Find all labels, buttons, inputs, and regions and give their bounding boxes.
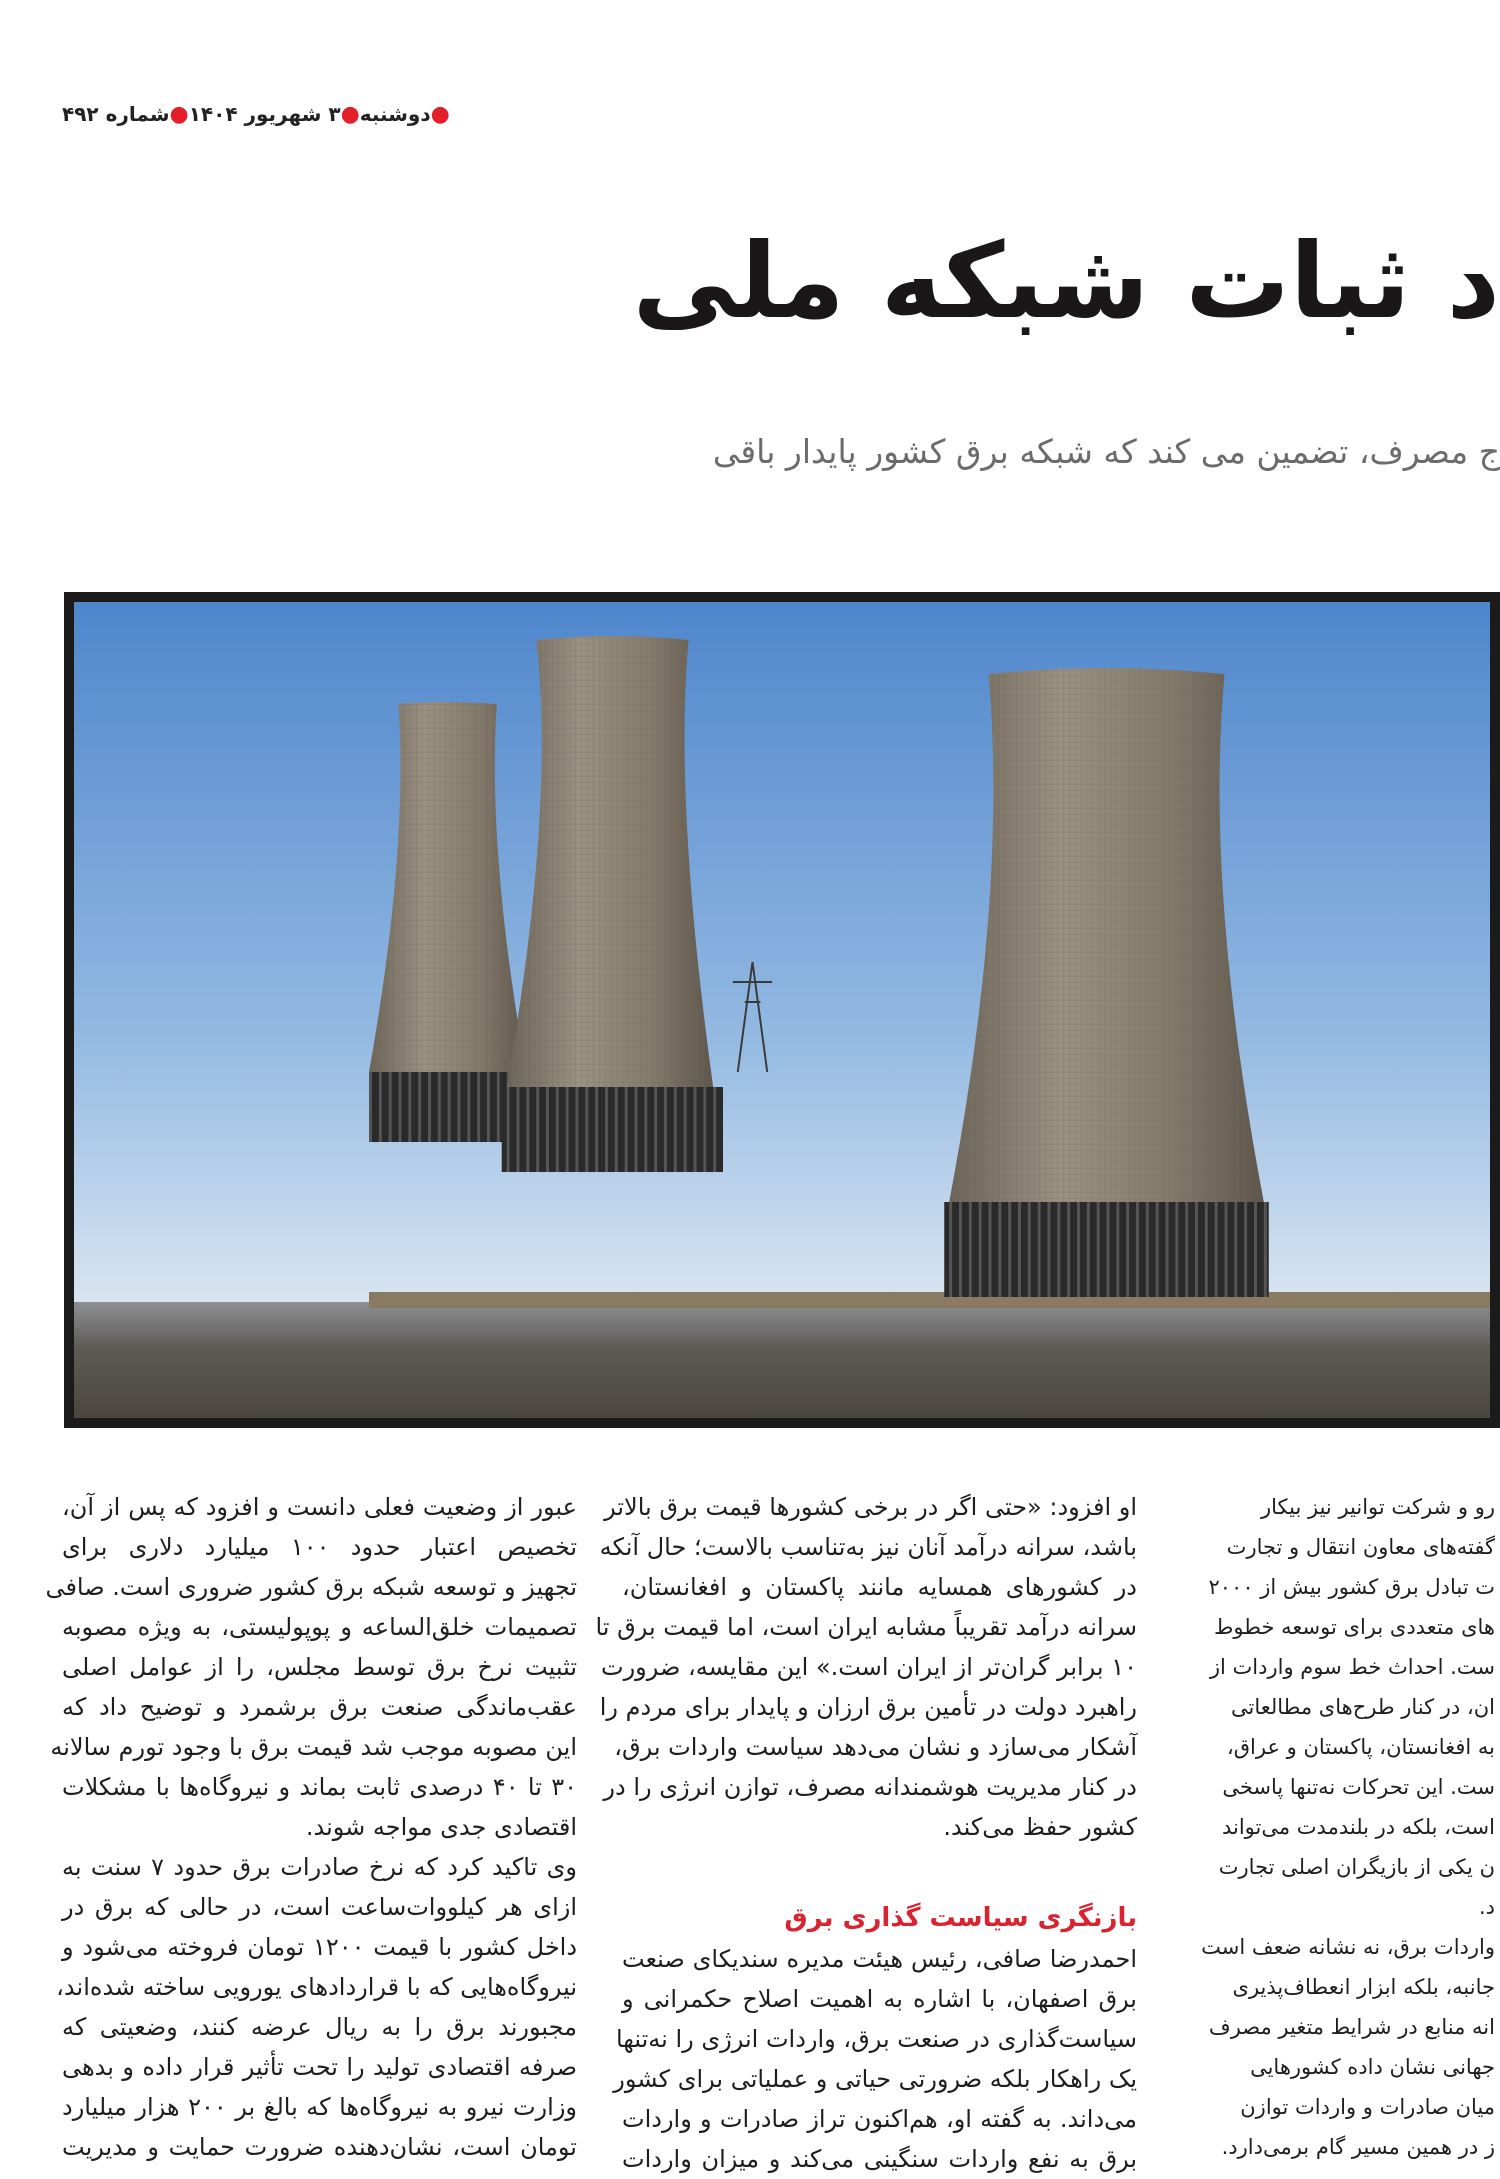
text-line: نیروگاه‌هایی که با قراردادهای یورویی ساخته شده‌اند، xyxy=(56,1973,577,2001)
text-line: برق به نفع واردات سنگینی می‌کند و میزان واردات xyxy=(622,2145,1137,2173)
text-line: ت تبادل برق کشور بیش از ۲۰۰۰ xyxy=(1208,1575,1495,1599)
issue-number: شماره ۴۹۲ xyxy=(62,102,170,126)
text-line: ست. احداث خط سوم واردات از xyxy=(1209,1655,1495,1679)
text-line: انه منابع در شرایط متغیر مصرف xyxy=(1208,2015,1495,2039)
text-line: تخصیص اعتبار حدود ۱۰۰ میلیارد دلاری برای xyxy=(62,1533,577,1561)
bullet-icon: ● xyxy=(430,102,450,127)
text-line: د. xyxy=(1478,1895,1495,1919)
section-heading: بازنگری سیاست گذاری برق xyxy=(784,1903,1137,1933)
text-line: جانبه، بلکه ابزار انعطاف‌پذیری xyxy=(1232,1975,1495,1999)
text-line: ست. این تحرکات نه‌تنها پاسخی xyxy=(1222,1775,1495,1799)
text-line: ن یکی از بازیگران اصلی تجارت xyxy=(1218,1855,1495,1879)
text-line: راهبرد دولت در تأمین برق ارزان و پایدار برای مردم را xyxy=(599,1693,1137,1721)
text-line: عقب‌ماندگی صنعت برق برشمرد و توضیح داد که xyxy=(62,1693,577,1721)
text-line: تجهیز و توسعه شبکه برق کشور ضروری است. صافی xyxy=(45,1573,577,1601)
text-line: آشکار می‌سازد و نشان می‌دهد سیاست واردات برق، xyxy=(614,1733,1137,1761)
text-line: رو و شرکت توانیر نیز بیکار xyxy=(1261,1495,1495,1519)
text-line: در کنار مدیریت هوشمندانه مصرف، توازن انرژی را در xyxy=(603,1773,1137,1801)
text-line: سیاست‌گذاری در صنعت برق، واردات انرژی را نه‌تنها xyxy=(615,2025,1137,2053)
text-line: او افزود: «حتی اگر در برخی کشورها قیمت برق بالاتر xyxy=(604,1493,1137,1521)
issue-day: دوشنبه xyxy=(359,102,431,126)
text-line: ۱۰ برابر گران‌تر از ایران است.» این مقایسه، ضرورت xyxy=(600,1653,1137,1681)
issue-header xyxy=(62,102,450,127)
article-column-left xyxy=(45,1487,578,2167)
text-line: برق اصفهان، با اشاره به اهمیت اصلاح حکمرانی و xyxy=(622,1985,1137,2013)
text-line: کشور حفظ می‌کند. xyxy=(943,1813,1137,1841)
text-line: به افغانستان، پاکستان و عراق، xyxy=(1226,1735,1495,1759)
text-line: های متعددی برای توسعه خطوط xyxy=(1214,1615,1495,1639)
text-line: عبور از وضعیت فعلی دانست و افزود که پس از آن، xyxy=(62,1493,577,1521)
text-line: ان، در کنار طرح‌های مطالعاتی xyxy=(1230,1695,1495,1719)
text-line: گفته‌های معاون انتقال و تجارت xyxy=(1226,1535,1495,1559)
issue-date: ۳ شهریور ۱۴۰۴ xyxy=(188,102,341,126)
text-line: در کشورهای همسایه مانند پاکستان و افغانستان، xyxy=(622,1573,1137,1601)
text-line: می‌داند. به گفته او، هم‌اکنون تراز صادرات و واردات xyxy=(622,2105,1137,2133)
text-line: باشد، سرانه درآمد آنان نیز به‌تناسب بالاست؛ حال آنکه xyxy=(599,1533,1137,1561)
article-photo xyxy=(64,592,1500,1428)
bullet-icon: ● xyxy=(169,102,189,127)
text-line: تصمیمات خلق‌الساعه و پوپولیستی، به ویژه مصوبه xyxy=(62,1613,577,1641)
text-line: تثبیت نرخ برق توسط مجلس، را از عوامل اصلی xyxy=(62,1653,577,1681)
text-line: داخل کشور با قیمت ۱۲۰۰ تومان فروخته می‌شود و xyxy=(62,1933,578,1961)
text-line: تومان است، نشان‌دهنده ضرورت حمایت و مدیریت xyxy=(62,2133,577,2161)
text-line: واردات برق، نه نشانه ضعف است xyxy=(1201,1935,1495,1959)
text-line: یک راهکار بلکه ضرورتی حیاتی و عملیاتی برای کشور xyxy=(613,2065,1137,2093)
text-line: صرفه اقتصادی تولید را تحت تأثیر قرار داده و بدهی xyxy=(62,2053,577,2081)
text-line: احمدرضا صافی، رئیس هیئت مدیره سندیکای صنعت xyxy=(622,1945,1137,1973)
text-line: سرانه درآمد تقریباً مشابه ایران است، اما قیمت برق تا xyxy=(595,1613,1137,1641)
text-line: وزارت نیرو به نیروگاه‌ها که بالغ بر ۲۰۰ هزار میلیارد xyxy=(62,2093,577,2121)
article-subtitle: ج مصرف، تضمین می کند که شبکه برق کشور پایدار باقی xyxy=(712,432,1500,471)
cooling-towers-image xyxy=(74,602,1490,1418)
text-line: ز در همین مسیر گام برمی‌دارد. xyxy=(1221,2135,1495,2159)
spacer xyxy=(622,1847,1137,1897)
text-line: است، بلکه در بلندمدت می‌تواند xyxy=(1221,1815,1495,1839)
text-line: ۳۰ تا ۴۰ درصدی ثابت بماند و نیروگاه‌ها با مشکلات xyxy=(62,1773,578,1801)
bullet-icon: ● xyxy=(340,102,360,127)
text-line: اقتصادی جدی مواجه شوند. xyxy=(305,1813,577,1841)
text-line: این مصوبه موجب شد قیمت برق با وجود تورم سالانه xyxy=(50,1733,577,1761)
text-line: میان صادرات و واردات توازن xyxy=(1240,2095,1495,2119)
article-title: د ثبات شبکه ملی xyxy=(632,220,1500,342)
article-column-middle xyxy=(595,1487,1137,2179)
text-line: جهانی نشان داده کشورهایی xyxy=(1250,2055,1495,2079)
text-line: وی تاکید کرد که نرخ صادرات برق حدود ۷ سنت به xyxy=(62,1853,577,1881)
text-line: ازای هر کیلووات‌ساعت است، در حالی که برق در xyxy=(62,1893,577,1921)
article-column-right xyxy=(1190,1487,1495,2167)
text-line: مجبورند برق را به ریال عرضه کنند، وضعیتی که xyxy=(62,2013,577,2041)
